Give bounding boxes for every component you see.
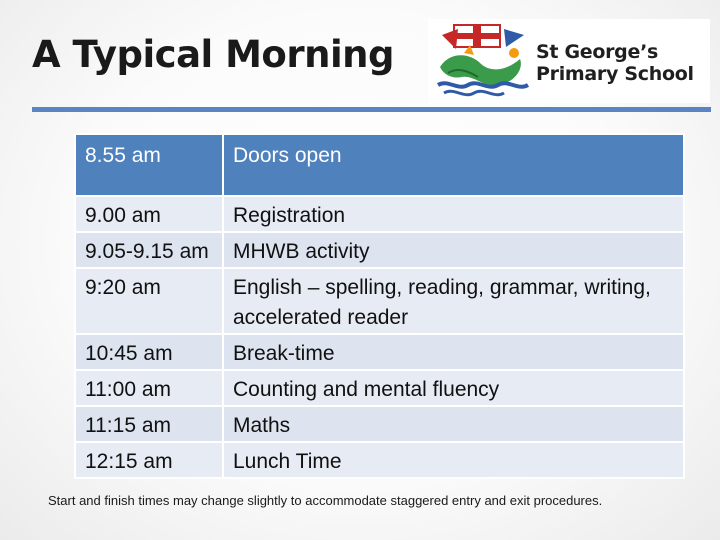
- school-name-line-1: St George’s: [536, 41, 658, 63]
- table-header-row: [75, 134, 684, 196]
- footnote-text: Start and finish times may change slightly to accommodate staggered entry and exit procedures.: [48, 493, 603, 508]
- slide-title: A Typical Morning: [32, 33, 394, 76]
- time-cell: 9.05-9.15 am: [75, 232, 223, 268]
- activity-cell: Lunch Time: [223, 442, 684, 478]
- table-row: [75, 268, 684, 334]
- time-cell: 11:15 am: [75, 406, 223, 442]
- header-time-cell: 8.55 am: [75, 134, 223, 196]
- table-row: [75, 334, 684, 370]
- title-underline: [32, 107, 711, 112]
- school-logo: [428, 19, 710, 103]
- school-crest-icon: [434, 23, 532, 99]
- time-cell: 9:20 am: [75, 268, 223, 334]
- time-cell: 12:15 am: [75, 442, 223, 478]
- time-cell: 9.00 am: [75, 196, 223, 232]
- activity-cell: MHWB activity: [223, 232, 684, 268]
- activity-cell: Break-time: [223, 334, 684, 370]
- table-row: [75, 232, 684, 268]
- table-row: [75, 406, 684, 442]
- time-cell: 10:45 am: [75, 334, 223, 370]
- table-row: [75, 442, 684, 478]
- activity-cell: Counting and mental fluency: [223, 370, 684, 406]
- morning-schedule-table: [74, 133, 685, 479]
- activity-cell: Maths: [223, 406, 684, 442]
- table-row: [75, 196, 684, 232]
- header-activity-cell: Doors open: [223, 134, 684, 196]
- activity-cell: Registration: [223, 196, 684, 232]
- table-row: [75, 370, 684, 406]
- time-cell: 11:00 am: [75, 370, 223, 406]
- school-name-line-2: Primary School: [536, 63, 694, 85]
- school-name: [536, 41, 694, 85]
- activity-cell: English – spelling, reading, grammar, writing, accelerated reader: [223, 268, 684, 334]
